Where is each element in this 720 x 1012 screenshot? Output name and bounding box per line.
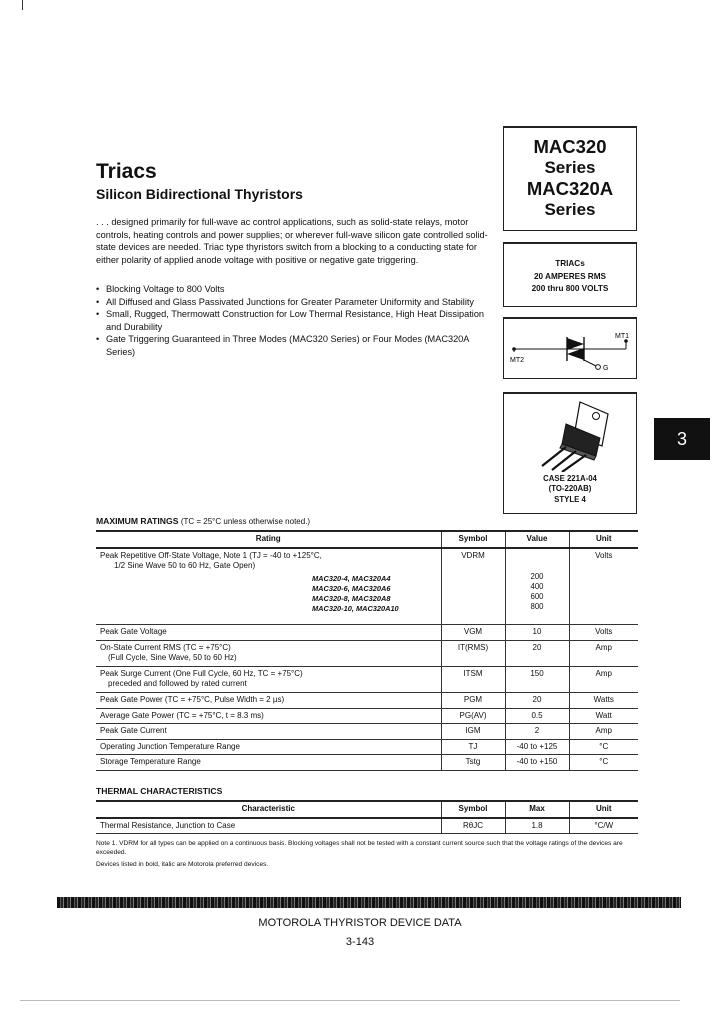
spec-type: TRIACs [555,259,585,268]
unit-cell: Volts [569,625,638,641]
unit-cell: °C [569,739,638,755]
max-ratings-note: (TC = 25°C unless otherwise noted.) [180,517,311,526]
table-row [96,739,638,755]
symbol-cell: PGM [441,693,505,709]
unit-cell: Watts [569,693,638,709]
unit-cell: Volts [569,548,638,625]
unit-cell: °C [569,755,638,771]
rating-cell [96,693,441,709]
triac-symbol-icon [504,319,636,379]
table-row [96,666,638,692]
spec-current: 20 AMPERES RMS [533,271,607,281]
case-label [504,474,636,505]
table-row [96,724,638,740]
feature-item: • Small, Rugged, Thermowatt Construction for Low Thermal Resistance, High Heat Dissipation and Durability [96,308,496,333]
value-cell: 20 [505,640,569,666]
thermal-table [96,800,638,834]
spec-voltage: 200 thru 800 VOLTS [531,284,609,293]
value-cell: 10 [505,625,569,641]
rating-cell [96,640,441,666]
value-cell: 20 [505,693,569,709]
rating-text: Peak Gate Current [100,726,167,736]
spec-box [503,242,637,307]
rating-text: Average Gate Power (TC = +75°C, t = 8.3 ms) [100,710,264,720]
col-header-unit: Unit [569,801,638,818]
rating-cell [96,755,441,771]
value-cell [505,548,569,625]
rating-text: Peak Gate Power (TC = +75°C, Pulse Width = 2 µs) [100,695,285,705]
rating-cell [96,625,441,641]
rating-text: On-State Current RMS (TC = +75°C) [100,642,231,652]
col-header-value: Value [505,531,569,548]
symbol-cell: RθJC [441,818,505,834]
rating-text-2: 1/2 Sine Wave 50 to 60 Hz, Gate Open) [114,561,256,571]
mt1-label: MT1 [615,333,629,340]
max-ratings-title: MAXIMUM RATINGS [96,516,179,526]
gate-label: G [603,365,609,372]
symbol-cell: IT(RMS) [441,640,505,666]
rating-text-2: (Full Cycle, Sine Wave, 50 to 60 Hz) [108,653,237,663]
value-item: 800 [530,601,544,611]
table-row [96,625,638,641]
series-label: Series [544,158,596,177]
footnote-1: Note 1. VDRM for all types can be applied on a continuous basis. Blocking voltages shall not be tested with a constant current source such that the voltage ratings of the devices are exceeded. [96,840,623,856]
unit-cell: Amp [569,666,638,692]
feature-item: • Blocking Voltage to 800 Volts [96,283,496,296]
series-name: MAC320 [533,136,607,157]
value-item: 600 [530,591,544,601]
value-cell: 1.8 [505,818,569,834]
max-ratings-heading [96,516,310,526]
unit-cell: Amp [569,724,638,740]
page-subtitle: Silicon Bidirectional Thyristors [96,186,303,202]
device-item: MAC320-4, MAC320A4 [312,573,391,583]
rating-text: Storage Temperature Range [100,757,201,767]
to220-package-icon [504,394,636,472]
footer-title: MOTOROLA THYRISTOR DEVICE DATA [258,917,462,929]
symbol-cell: PG(AV) [441,708,505,724]
rating-text: Peak Surge Current (One Full Cycle, 60 Hz, TC = +75°C) [100,668,303,678]
table-header-row [96,801,638,818]
table-row [96,755,638,771]
characteristic-cell: Thermal Resistance, Junction to Case [96,818,441,834]
unit-cell: Watt [569,708,638,724]
footer-band [57,897,681,908]
rating-text: Operating Junction Temperature Range [100,741,240,751]
case-number: CASE 221A-04 [543,474,597,483]
bottom-rule [20,1000,680,1001]
value-cell: 150 [505,666,569,692]
col-header-symbol: Symbol [441,801,505,818]
page-number: 3-143 [345,936,375,948]
table-row [96,693,638,709]
col-header-unit: Unit [569,531,638,548]
feature-item: • Gate Triggering Guaranteed in Three Modes (MAC320 Series) or Four Modes (MAC320A Series) [96,333,496,358]
unit-cell: °C/W [569,818,638,834]
symbol-cell: IGM [441,724,505,740]
rating-cell [96,724,441,740]
device-item: MAC320-6, MAC320A6 [312,583,391,593]
case-package: (TO-220AB) [548,484,592,494]
rating-text: Peak Gate Voltage [100,627,167,637]
footnote-2: Devices listed in bold, italic are Motorola preferred devices. [96,861,269,868]
col-header-symbol: Symbol [441,531,505,548]
table-row [96,640,638,666]
table-header-row [96,531,638,548]
series-label-a: Series [544,200,596,219]
triac-symbol-box [503,317,637,379]
feature-list [96,283,496,359]
section-tab: 3 [654,418,710,460]
table-row [96,818,638,834]
col-header-max: Max [505,801,569,818]
device-item: MAC320-10, MAC320A10 [312,603,399,613]
table-row [96,708,638,724]
thermal-heading: THERMAL CHARACTERISTICS [96,786,223,796]
value-item: 400 [530,581,544,591]
device-item: MAC320-8, MAC320A8 [312,593,391,603]
rating-cell [96,739,441,755]
series-box [503,126,637,231]
value-cell: 0.5 [505,708,569,724]
rating-cell [96,548,441,625]
top-margin-mark [22,0,23,10]
table-row [96,548,638,625]
intro-paragraph: . . . designed primarily for full-wave ac control applications, such as solid-state relays, motor controls, heating controls and power supplies; or wherever full-wave silicon gate controlled solid-state devices are needed. Triac type thyristors switch from a blocking to a conducting state for either polarity of applied anode voltage with positive or negative gate triggering. [96,217,488,265]
rating-cell [96,666,441,692]
symbol-cell: TJ [441,739,505,755]
series-name-a: MAC320A [526,178,614,199]
symbol-cell: ITSM [441,666,505,692]
col-header-rating: Rating [96,531,441,548]
rating-text: Peak Repetitive Off-State Voltage, Note 1 (TJ = -40 to +125°C, [100,550,322,560]
max-ratings-table [96,530,638,771]
symbol-cell: VDRM [441,548,505,625]
page-title: Triacs [96,160,157,183]
symbol-cell: Tstg [441,755,505,771]
unit-cell: Amp [569,640,638,666]
col-header-characteristic: Characteristic [96,801,441,818]
rating-cell [96,708,441,724]
value-item: 200 [530,571,544,581]
value-cell: 2 [505,724,569,740]
case-style: STYLE 4 [554,494,586,504]
mt2-label: MT2 [510,357,524,364]
rating-text-2: preceded and followed by rated current [108,679,247,689]
symbol-cell: VGM [441,625,505,641]
value-cell: -40 to +125 [505,739,569,755]
value-cell: -40 to +150 [505,755,569,771]
case-box [503,392,637,514]
feature-item: • All Diffused and Glass Passivated Junctions for Greater Parameter Uniformity and Stability [96,296,496,309]
